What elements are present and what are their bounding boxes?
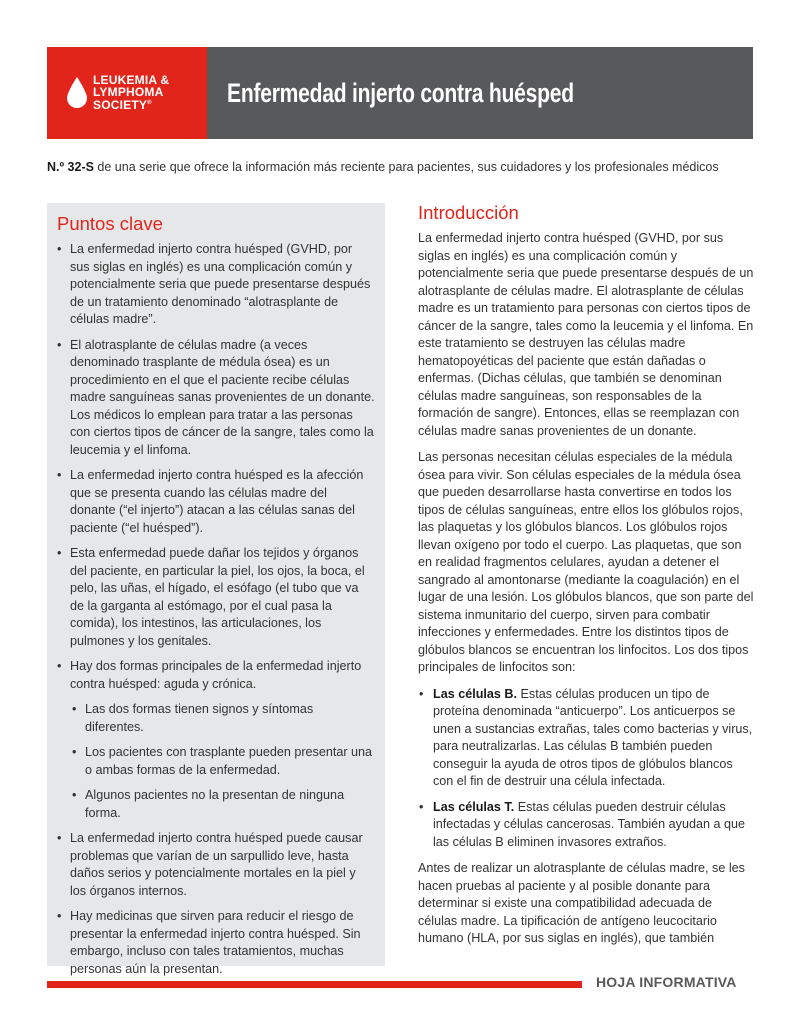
- key-points-title: Puntos clave: [57, 213, 163, 234]
- key-point-item: • La enfermedad injerto contra huésped es la afección que se presenta cuando las células madre del donante (“el injerto”) atacan a las células sanas del paciente (“el huésped”).: [57, 467, 375, 537]
- intro-paragraph-3: Antes de realizar un alotrasplante de células madre, se les hacen pruebas al paciente y al posible donante para determinar si existe una compatibilidad adecuada de células madre. La tipificación de antígeno leucocitario humano (HLA, por sus siglas en inglés), que también: [418, 861, 745, 945]
- series-number: N.º 32-S: [47, 160, 94, 174]
- key-points-panel: [47, 203, 385, 976]
- series-text: de una serie que ofrece la información más reciente para pacientes, sus cuidadores y los profesionales médicos: [93, 160, 719, 174]
- key-point-sublist: [70, 701, 375, 822]
- lymphocyte-list: [418, 686, 754, 852]
- logo-line-3-text: SOCIETY: [93, 98, 148, 112]
- lymphocyte-item-t: [418, 799, 754, 852]
- introduction-title: Introducción: [418, 202, 519, 223]
- logo-wordmark: [93, 75, 169, 112]
- logo-line-2: LYMPHOMA: [93, 84, 164, 99]
- key-point-item: • Esta enfermedad puede dañar los tejidos y órganos del paciente, en particular la piel, los ojos, la boca, el pelo, las uñas, el hígado, el esófago (el tubo que va de la garganta al estómago, por el cual pasa la comida), los intestinos, las articulaciones, los pulmones y los genitales.: [57, 545, 375, 650]
- lymphocyte-term: Las células B.: [433, 686, 517, 701]
- page-header: [47, 47, 753, 139]
- lls-logo: [47, 47, 207, 139]
- intro-paragraph-2: Las personas necesitan células especiales de la médula ósea para vivir. Son células especiales de la médula ósea que pueden desarrollarse hasta convertirse en todos los tipos de células sanguíneas, entre ellos los glóbulos rojos, las plaquetas y los glóbulos blancos. Los glóbulos rojos llevan oxígeno por todo el cuerpo. Las plaquetas, que son en realidad fragmentos celulares, ayudan a detener el sangrado al amontonarse (mediante la coagulación) en el lugar de una lesión. Los glóbulos blancos, que son parte del sistema inmunitario del cuerpo, sirven para combatir infecciones y enfermedades. Entre los distintos tipos de glóbulos blancos se encuentran los linfocitos. Los dos tipos principales de linfocitos son:: [418, 450, 754, 674]
- lymphocyte-desc: Estas células producen un tipo de proteína denominada “anticuerpo”. Los anticuerpos se unen a sustancias extrañas, tales como bacterias y virus, para neutralizarlas. Las células B también pueden conseguir la ayuda de otros tipos de glóbulos blancos con el fin de destruir una célula infectada.: [433, 686, 753, 788]
- registered-mark: ®: [147, 100, 152, 106]
- lymphocyte-term: Las células T.: [433, 799, 515, 814]
- key-point-subitem: • Algunos pacientes no la presentan de ninguna forma.: [72, 787, 375, 822]
- footer-label: HOJA INFORMATIVA: [596, 974, 737, 990]
- intro-paragraph-1: La enfermedad injerto contra huésped (GVHD, por sus siglas en inglés) es una complicación común y potencialmente seria que puede presentarse después de un alotrasplante de células madre. El alotrasplante de células madre es un tratamiento para personas con ciertos tipos de cáncer de la sangre, tales como la leucemia y el linfoma. En este tratamiento se destruyen las células madre hematopoyéticas del paciente que están dañadas o enfermas. (Dichas células, que también se denominan células madre sanguíneas, son responsables de la formación de sangre). Entonces, ellas se reemplazan con células madre sanas provenientes de un donante.: [418, 231, 754, 438]
- blood-drop-icon: [67, 77, 87, 109]
- key-point-text: Hay dos formas principales de la enfermedad injerto contra huésped: aguda y crónica.: [70, 659, 362, 691]
- title-banner: [207, 47, 753, 139]
- key-point-subitem: • Las dos formas tienen signos y síntomas diferentes.: [72, 701, 375, 736]
- key-points-list: [57, 241, 375, 986]
- series-line: [47, 160, 767, 174]
- lymphocyte-desc: Estas células pueden destruir células infectadas y células cancerosas. También ayudan a que las células B eliminen invasores extraños.: [433, 799, 746, 849]
- logo-line-1: LEUKEMIA &: [93, 73, 170, 87]
- introduction-section: [418, 202, 754, 957]
- key-point-item: • La enfermedad injerto contra huésped puede causar problemas que varían de un sarpullido leve, hasta daños serios y potencialmente mortales en la piel y los órganos internos.: [57, 830, 375, 900]
- logo-line-3: [93, 98, 169, 112]
- lymphocyte-item-b: [418, 686, 754, 791]
- key-point-item: • La enfermedad injerto contra huésped (GVHD, por sus siglas en inglés) es una complicación común y potencialmente seria que puede presentarse después de un tratamiento denominado “alotrasplante de células madre”.: [57, 241, 375, 329]
- footer-red-bar: [47, 981, 582, 988]
- page-title: Enfermedad injerto contra huésped: [227, 77, 574, 108]
- key-point-item: • El alotrasplante de células madre (a veces denominado trasplante de médula ósea) es un procedimiento en el que el paciente recibe células madre sanguíneas sanas provenientes de un donante. Los médicos lo emplean para tratar a las personas con ciertos tipos de cáncer de la sangre, tales como la leucemia y el linfoma.: [57, 337, 375, 460]
- key-point-item: • Hay medicinas que sirven para reducir el riesgo de presentar la enfermedad injerto contra huésped. Sin embargo, incluso con tales tratamientos, muchas personas aún la presentan.: [57, 908, 375, 978]
- key-point-subitem: • Los pacientes con trasplante pueden presentar una o ambas formas de la enfermedad.: [72, 744, 375, 779]
- key-point-item-with-subitems: [57, 658, 375, 822]
